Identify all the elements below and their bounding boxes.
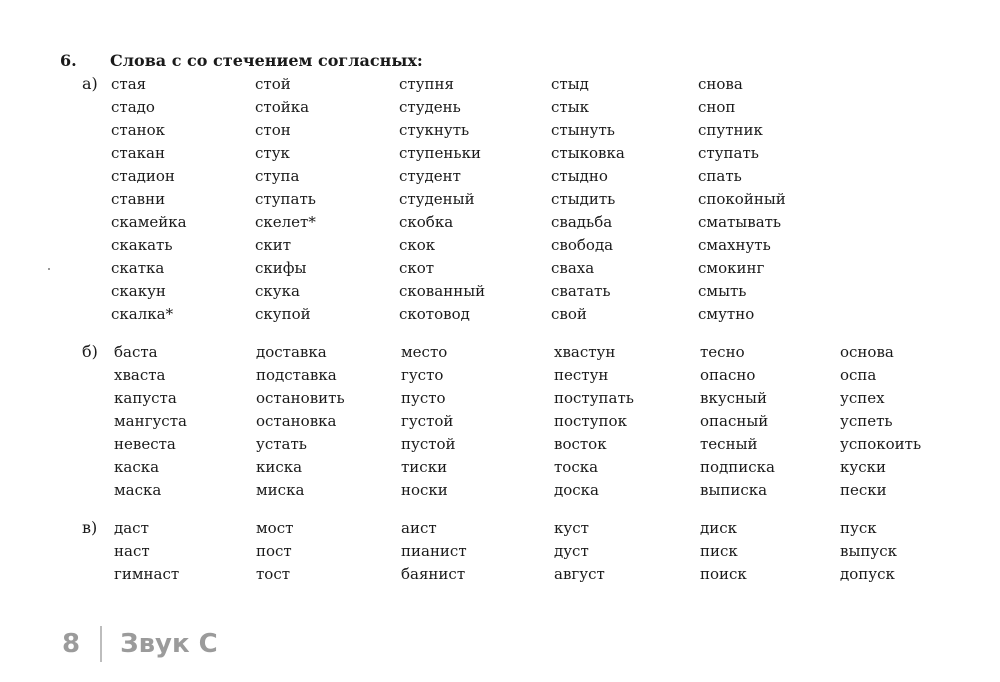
word: скифы bbox=[255, 259, 307, 277]
word: скобка bbox=[399, 213, 454, 231]
word: хваста bbox=[114, 366, 166, 384]
word: стык bbox=[551, 98, 590, 116]
word: оспа bbox=[840, 366, 877, 384]
word: баста bbox=[114, 343, 158, 361]
word-column bbox=[554, 341, 634, 502]
word: спутник bbox=[698, 121, 763, 139]
word: поступать bbox=[554, 389, 634, 407]
word: дуст bbox=[554, 542, 589, 560]
word: стакан bbox=[111, 144, 165, 162]
word: стадион bbox=[111, 167, 175, 185]
word: пусто bbox=[401, 389, 446, 407]
word: скот bbox=[399, 259, 435, 277]
word: допуск bbox=[840, 565, 895, 583]
word: успех bbox=[840, 389, 885, 407]
word: студень bbox=[399, 98, 461, 116]
chapter-title: Звук С bbox=[120, 629, 218, 659]
word: выписка bbox=[700, 481, 768, 499]
word: доска bbox=[554, 481, 599, 499]
word: тиски bbox=[401, 458, 448, 476]
word-column bbox=[255, 73, 316, 326]
word: стадо bbox=[111, 98, 155, 116]
exercise-title: Слова с со стечением согласных: bbox=[110, 51, 423, 70]
word: густой bbox=[401, 412, 454, 430]
word: скок bbox=[399, 236, 436, 254]
word: пианист bbox=[401, 542, 467, 560]
word: поступок bbox=[554, 412, 627, 430]
section-marker-b: б) bbox=[82, 342, 98, 361]
word: смахнуть bbox=[698, 236, 771, 254]
word: выпуск bbox=[840, 542, 897, 560]
word-column bbox=[840, 341, 921, 502]
word: остановить bbox=[256, 389, 345, 407]
word: скука bbox=[255, 282, 300, 300]
word: баянист bbox=[401, 565, 466, 583]
word: скамейка bbox=[111, 213, 187, 231]
word: август bbox=[554, 565, 605, 583]
word: основа bbox=[840, 343, 894, 361]
word: поиск bbox=[700, 565, 747, 583]
section-marker-c: в) bbox=[82, 518, 98, 537]
word: ступать bbox=[255, 190, 316, 208]
word-column bbox=[256, 517, 293, 586]
word: стукнуть bbox=[399, 121, 470, 139]
word-column bbox=[698, 73, 786, 326]
word: тесный bbox=[700, 435, 758, 453]
word: стынуть bbox=[551, 121, 615, 139]
word: миска bbox=[256, 481, 305, 499]
word: успеть bbox=[840, 412, 893, 430]
stray-mark bbox=[48, 268, 50, 270]
word: стук bbox=[255, 144, 290, 162]
page-footer bbox=[62, 622, 218, 666]
word: пост bbox=[256, 542, 292, 560]
word: опасно bbox=[700, 366, 756, 384]
word: скованный bbox=[399, 282, 486, 300]
word: ступа bbox=[255, 167, 300, 185]
section-marker-a: а) bbox=[82, 74, 98, 93]
word: хвастун bbox=[554, 343, 616, 361]
word-column bbox=[111, 73, 187, 326]
word: каска bbox=[114, 458, 160, 476]
word: пестун bbox=[554, 366, 609, 384]
word-column bbox=[551, 73, 625, 326]
word: скелет* bbox=[255, 213, 316, 231]
word: скупой bbox=[255, 305, 311, 323]
word-column bbox=[700, 517, 747, 586]
word: остановка bbox=[256, 412, 337, 430]
word: невеста bbox=[114, 435, 176, 453]
word: пуск bbox=[840, 519, 877, 537]
word: спать bbox=[698, 167, 742, 185]
word: ступать bbox=[698, 144, 759, 162]
word: станок bbox=[111, 121, 166, 139]
word: маска bbox=[114, 481, 162, 499]
word: киска bbox=[256, 458, 303, 476]
word: стойка bbox=[255, 98, 310, 116]
word: тост bbox=[256, 565, 291, 583]
word: успокоить bbox=[840, 435, 922, 453]
word: тесно bbox=[700, 343, 745, 361]
word: ступня bbox=[399, 75, 454, 93]
word: студент bbox=[399, 167, 461, 185]
word: гимнаст bbox=[114, 565, 180, 583]
word: сноп bbox=[698, 98, 736, 116]
word-column bbox=[401, 341, 456, 502]
word: скакать bbox=[111, 236, 173, 254]
word: пески bbox=[840, 481, 887, 499]
word: стой bbox=[255, 75, 291, 93]
word: куст bbox=[554, 519, 589, 537]
word: скакун bbox=[111, 282, 166, 300]
word: наст bbox=[114, 542, 150, 560]
word: стыд bbox=[551, 75, 589, 93]
word: ступеньки bbox=[399, 144, 481, 162]
word: смокинг bbox=[698, 259, 765, 277]
word-column bbox=[399, 73, 485, 326]
word-column bbox=[114, 517, 179, 586]
word: снова bbox=[698, 75, 743, 93]
word: свадьба bbox=[551, 213, 613, 231]
word: стыдить bbox=[551, 190, 616, 208]
word: место bbox=[401, 343, 448, 361]
word-column bbox=[554, 517, 605, 586]
word: вкусный bbox=[700, 389, 767, 407]
word: свой bbox=[551, 305, 587, 323]
word: устать bbox=[256, 435, 307, 453]
word: доставка bbox=[256, 343, 327, 361]
word: густо bbox=[401, 366, 444, 384]
word: куски bbox=[840, 458, 886, 476]
word: скит bbox=[255, 236, 292, 254]
page-number: 8 bbox=[62, 629, 81, 659]
word: писк bbox=[700, 542, 738, 560]
word: мост bbox=[256, 519, 294, 537]
word: подставка bbox=[256, 366, 337, 384]
word: аист bbox=[401, 519, 437, 537]
word: стая bbox=[111, 75, 147, 93]
word: пустой bbox=[401, 435, 456, 453]
word: капуста bbox=[114, 389, 177, 407]
footer-divider bbox=[100, 626, 102, 662]
word: спокойный bbox=[698, 190, 786, 208]
word: скотовод bbox=[399, 305, 470, 323]
word: подписка bbox=[700, 458, 775, 476]
word: сматывать bbox=[698, 213, 782, 231]
word: опасный bbox=[700, 412, 769, 430]
word: мангуста bbox=[114, 412, 187, 430]
word-column bbox=[256, 341, 345, 502]
word: даст bbox=[114, 519, 149, 537]
word: стон bbox=[255, 121, 291, 139]
word: ставни bbox=[111, 190, 166, 208]
word: студеный bbox=[399, 190, 475, 208]
word: носки bbox=[401, 481, 448, 499]
word: тоска bbox=[554, 458, 599, 476]
word-column bbox=[401, 517, 467, 586]
word-column bbox=[700, 341, 775, 502]
word: стыдно bbox=[551, 167, 608, 185]
word: скалка* bbox=[111, 305, 174, 323]
word-column bbox=[114, 341, 187, 502]
word: скатка bbox=[111, 259, 165, 277]
exercise-number: 6. bbox=[60, 51, 77, 70]
word: свобода bbox=[551, 236, 614, 254]
word: сватать bbox=[551, 282, 611, 300]
word: стыковка bbox=[551, 144, 625, 162]
word: диск bbox=[700, 519, 738, 537]
word: восток bbox=[554, 435, 607, 453]
word: смыть bbox=[698, 282, 747, 300]
word-column bbox=[840, 517, 897, 586]
word: смутно bbox=[698, 305, 755, 323]
word: сваха bbox=[551, 259, 595, 277]
